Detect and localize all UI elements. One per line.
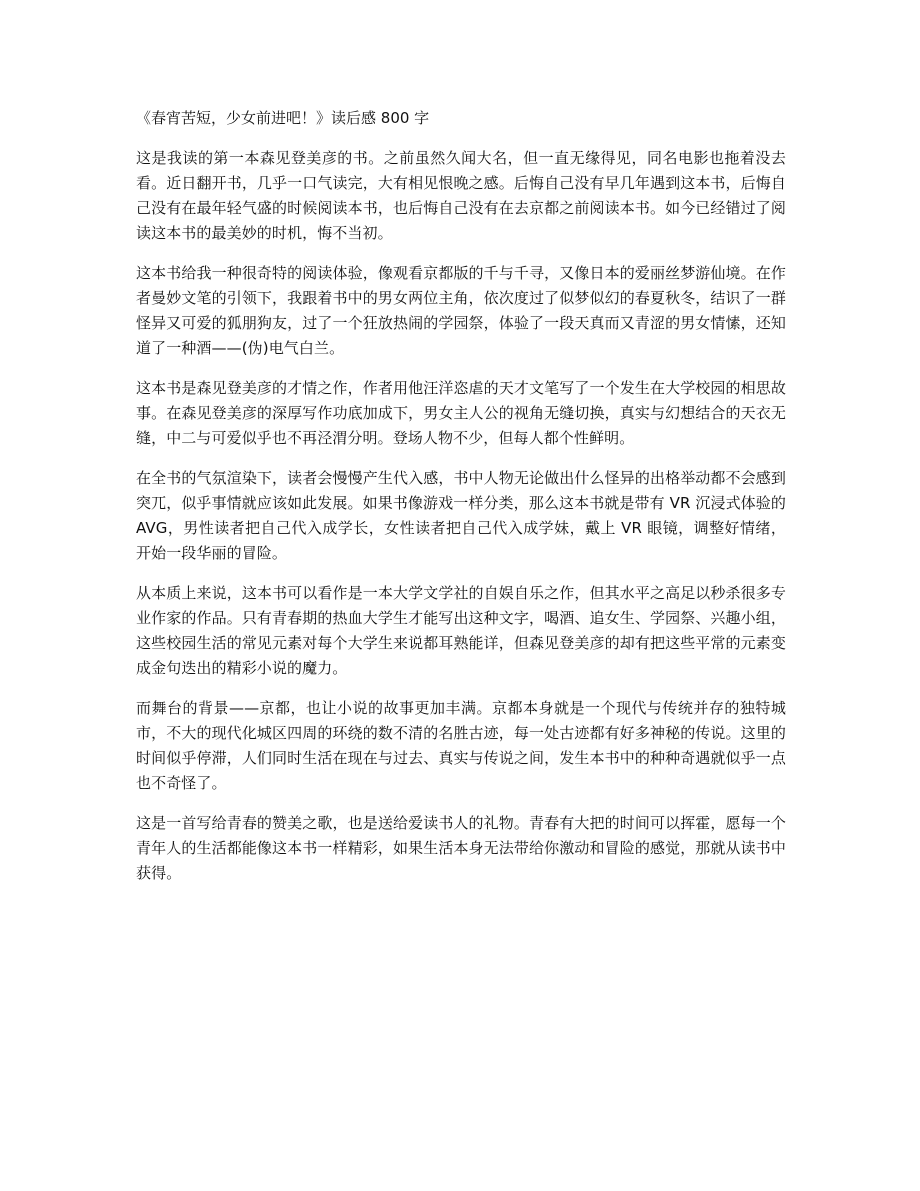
paragraph-2: 这本书给我一种很奇特的阅读体验，像观看京都版的千与千寻，又像日本的爱丽丝梦游仙境。在作者曼妙文笔的引领下，我跟着书中的男女两位主角，依次度过了似梦似幻的春夏秋冬，结识了一群怪异又可爱的狐朋狗友，过了一个狂放热闹的学园祭，体验了一段天真而又青涩的男女情愫，还知道了一种酒——(伪)电气白兰。 <box>136 264 786 357</box>
paragraph-5: 从本质上来说，这本书可以看作是一本大学文学社的自娱自乐之作，但其水平之高足以秒杀很多专业作家的作品。只有青春期的热血大学生才能写出这种文字，喝酒、追女生、学园祭、兴趣小组，这些校园生活的常见元素对每个大学生来说都耳熟能详，但森见登美彦的却有把这些平常的元素变成金句迭出的精彩小说的魔力。 <box>136 584 786 677</box>
document-title: 《春宵苦短，少女前进吧！》读后感 800 字 <box>136 109 430 127</box>
paragraph-3: 这本书是森见登美彦的才情之作，作者用他汪洋恣虐的天才文笔写了一个发生在大学校园的相思故事。在森见登美彦的深厚写作功底加成下，男女主人公的视角无缝切换，真实与幻想结合的天衣无缝，中二与可爱似乎也不再泾渭分明。登场人物不少，但每人都个性鲜明。 <box>136 379 786 447</box>
paragraph-6: 而舞台的背景——京都，也让小说的故事更加丰满。京都本身就是一个现代与传统并存的独特城市，不大的现代化城区四周的环绕的数不清的名胜古迹，每一处古迹都有好多神秘的传说。这里的时间似乎停滞，人们同时生活在现在与过去、真实与传说之间，发生本书中的种种奇遇就似乎一点也不奇怪了。 <box>136 699 786 792</box>
paragraph-4: 在全书的气氛渲染下，读者会慢慢产生代入感，书中人物无论做出什么怪异的出格举动都不会感到突兀，似乎事情就应该如此发展。如果书像游戏一样分类，那么这本书就是带有 VR 沉浸式体验的 AVG，男性读者把自己代入成学长，女性读者把自己代入成学妹，戴上 VR 眼镜，调整好情绪，开始一段华丽的冒险。 <box>136 469 786 562</box>
paragraph-1: 这是我读的第一本森见登美彦的书。之前虽然久闻大名，但一直无缘得见，同名电影也拖着没去看。近日翻开书，几乎一口气读完，大有相见恨晚之感。后悔自己没有早几年遇到这本书，后悔自己没有在最年轻气盛的时候阅读本书，也后悔自己没有在去京都之前阅读本书。如今已经错过了阅读这本书的最美妙的时机，悔不当初。 <box>136 149 786 242</box>
paragraph-7: 这是一首写给青春的赞美之歌，也是送给爱读书人的礼物。青春有大把的时间可以挥霍，愿每一个青年人的生活都能像这本书一样精彩，如果生活本身无法带给你激动和冒险的感觉，那就从读书中获得。 <box>136 814 786 882</box>
document-page <box>136 106 786 901</box>
